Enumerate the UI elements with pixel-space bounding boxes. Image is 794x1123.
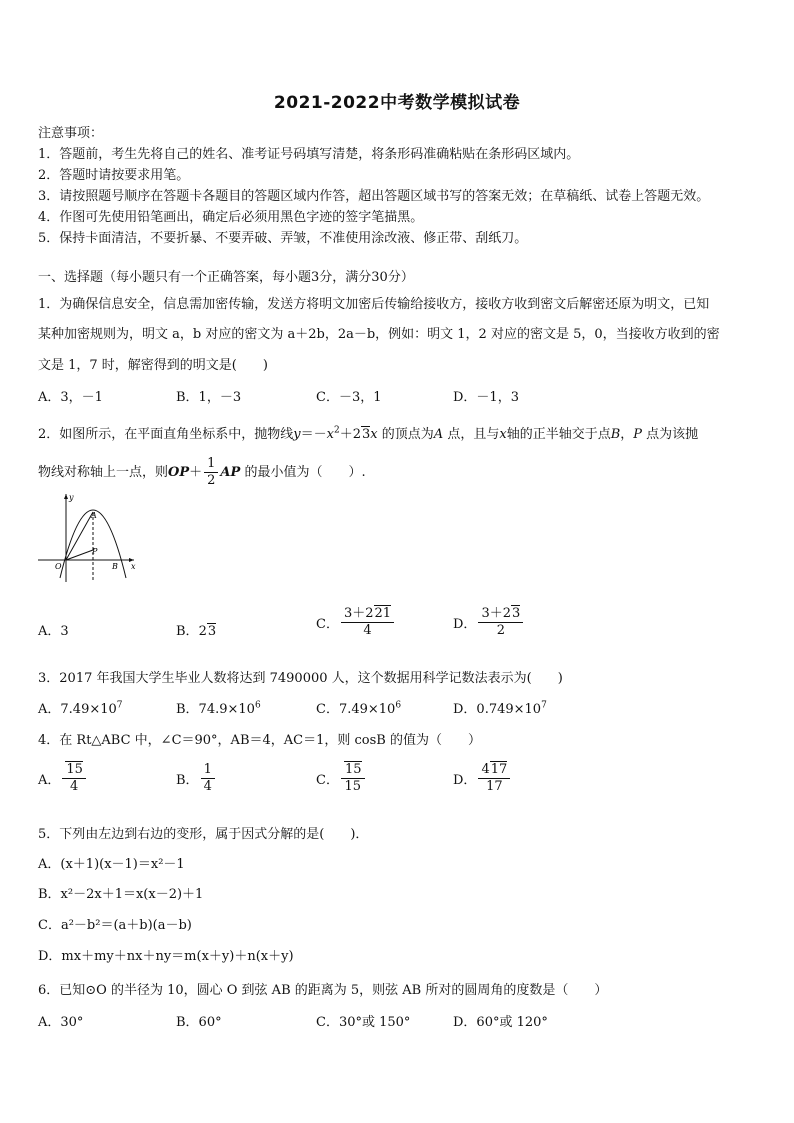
option-text: D．0.749×10 xyxy=(453,702,542,717)
notice-item: 4．作图可先使用铅笔画出，确定后必须用黑色字迹的签字笔描黑。 xyxy=(38,210,424,225)
q3-option-a xyxy=(38,698,123,717)
fraction: $\frac{15}{4}$ xyxy=(62,762,86,795)
q2-text: 点为该抛 xyxy=(646,427,699,442)
q5-option-c: C．a²－b²＝(a＋b)(a－b) xyxy=(38,918,192,933)
option-letter: C． xyxy=(316,617,339,632)
question-5: 5．下列由左边到右边的变形，属于因式分解的是( )． xyxy=(38,827,369,842)
q2-option-c xyxy=(316,606,396,639)
question-2-line1: 2．如图所示，在平面直角坐标系中，抛物线$y=-x^2+23x$ 的顶点为A 点，且与x轴的正半轴交于点B，P 点为该抛 xyxy=(38,425,699,442)
option-letter: C． xyxy=(316,773,339,788)
q2-option-d xyxy=(453,606,525,639)
option-text: A．7.49×10 xyxy=(38,702,117,717)
option-letter: D． xyxy=(453,617,477,632)
notice-item: 5．保持卡面清洁，不要折暴、不要弄破、弄皱，不准使用涂改液、修正带、刮纸刀。 xyxy=(38,231,528,246)
exponent: 7 xyxy=(116,700,123,711)
notice-item: 2．答题时请按要求用笔。 xyxy=(38,168,190,183)
y-axis-arrow xyxy=(64,494,68,499)
q2-text: 的最小值为（ ）. xyxy=(244,465,366,480)
notice-item: 3．请按照题号顺序在答题卡各题目的答题区域内作答，超出答题区域书写的答案无效；在草稿纸、试卷上答题无效。 xyxy=(38,189,710,204)
fraction: $\frac{3+23}{2}$ xyxy=(478,606,523,639)
q4-option-d xyxy=(453,762,512,795)
question-1-line: 文是 1，7 时，解密得到的明文是( ) xyxy=(38,358,268,373)
q5-option-a: A．(x＋1)(x－1)＝x²－1 xyxy=(38,857,185,872)
option-letter: B． xyxy=(176,624,199,639)
q2-text: 轴的正半轴交于点 xyxy=(506,427,611,442)
fraction: $\frac{1}{4}$ xyxy=(201,762,215,795)
label-o: O xyxy=(55,562,62,571)
label-b: B xyxy=(112,562,118,571)
fraction: $\frac{15}{15}$ xyxy=(341,762,365,795)
option-letter: A． xyxy=(38,773,61,788)
question-4: 4．在 Rt△ABC 中，∠C＝90°，AB＝4，AC＝1，则 cosB 的值为（ ） xyxy=(38,733,481,748)
fraction: $\frac{3+221}{4}$ xyxy=(341,606,394,639)
option-text: B．74.9×10 xyxy=(176,702,255,717)
q2-option-a: A．3 xyxy=(38,624,69,639)
label-y: y xyxy=(69,493,74,502)
option-text: C．7.49×10 xyxy=(316,702,396,717)
q6-option-a: A．30° xyxy=(38,1015,84,1030)
notice-item: 1．答题前，考生先将自己的姓名、准考证号码填写清楚，将条形码准确粘贴在条形码区域内。 xyxy=(38,147,580,162)
q4-option-b xyxy=(176,762,217,795)
q1-option-b: B．1，－3 xyxy=(176,390,242,405)
label-x: x xyxy=(131,562,136,571)
question-6: 6．已知⊙O 的半径为 10，圆心 O 到弦 AB 的距离为 5，则弦 AB 所对的圆周角的度数是（ ） xyxy=(38,983,608,998)
q5-option-d: D．mx＋my＋nx＋ny＝m(x＋y)＋n(x＋y) xyxy=(38,949,294,964)
q6-option-b: B．60° xyxy=(176,1015,222,1030)
segment-oa xyxy=(66,512,93,560)
fraction: $\frac{417}{17}$ xyxy=(478,762,510,795)
q2-text: ， xyxy=(620,427,634,442)
q3-option-c xyxy=(316,698,401,717)
q2-formula: $y=-x^2+23x$ xyxy=(293,425,378,442)
q2-text: 物线对称轴上一点，则 xyxy=(38,465,169,480)
option-letter: B． xyxy=(176,773,199,788)
exponent: 6 xyxy=(395,700,402,711)
fraction: $\frac{1}{2}$ xyxy=(204,456,218,489)
exponent: 7 xyxy=(541,700,547,711)
q3-option-b xyxy=(176,698,261,717)
label-a: A xyxy=(91,511,97,520)
q5-option-b: B．x²－2x＋1＝x(x－2)＋1 xyxy=(38,887,204,902)
q2-text: 的顶点为 xyxy=(381,427,434,442)
q6-option-c: C．30°或 150° xyxy=(316,1015,411,1030)
q3-option-d xyxy=(453,698,547,717)
exponent: 6 xyxy=(254,700,261,711)
q6-option-d: D．60°或 120° xyxy=(453,1015,548,1030)
parabola-figure xyxy=(34,488,144,586)
q2-text: 点，且与 xyxy=(447,427,500,442)
question-1-line: 1．为确保信息安全，信息需加密传输，发送方将明文加密后传输给接收方，接收方收到密文后解密还原为明文，已知 xyxy=(38,297,710,312)
option-letter: D． xyxy=(453,773,477,788)
q2-option-b: B．23 xyxy=(176,624,217,639)
label-p: P xyxy=(92,547,98,556)
q1-option-d: D．－1，3 xyxy=(453,390,519,405)
notice-heading: 注意事项： xyxy=(38,126,104,141)
q1-option-c: C．－3，1 xyxy=(316,390,382,405)
q1-option-a: A．3，－1 xyxy=(38,390,103,405)
segment-op xyxy=(66,550,93,560)
question-3: 3．2017 年我国大学生毕业人数将达到 7490000 人，这个数据用科学记数法表示为( ) xyxy=(38,671,563,686)
question-1-line: 某种加密规则为，明文 a，b 对应的密文为 a＋2b，2a－b，例如：明文 1，2 对应的密文是 5，0，当接收方收到的密 xyxy=(38,327,720,342)
question-2-line2: 物线对称轴上一点，则OP＋ $\frac{1}{2}$ AP 的最小值为（ ）. xyxy=(38,456,366,488)
section-heading: 一、选择题（每小题只有一个正确答案，每小题3分，满分30分） xyxy=(38,270,414,285)
q4-option-a xyxy=(38,762,88,795)
page-title: 2021-2022中考数学模拟试卷 xyxy=(273,93,521,113)
q4-option-c xyxy=(316,762,367,795)
q2-text: 2．如图所示，在平面直角坐标系中，抛物线 xyxy=(38,427,294,442)
